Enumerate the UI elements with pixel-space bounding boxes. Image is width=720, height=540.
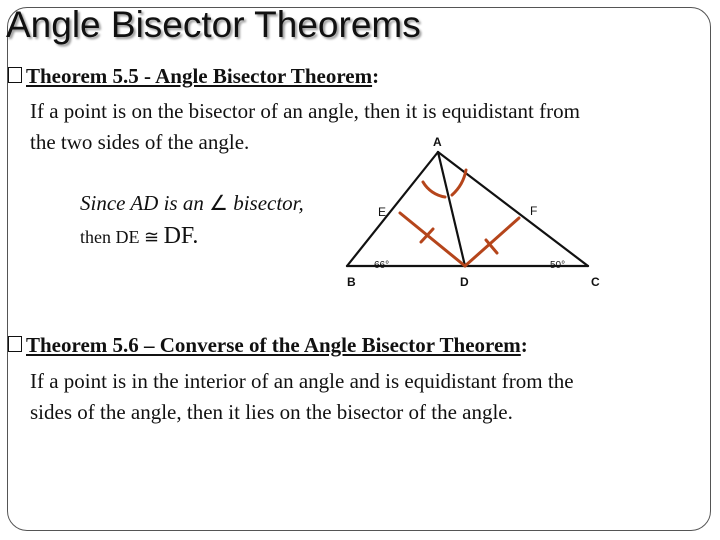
since-suffix: bisector, <box>233 191 304 215</box>
congruent-symbol: ≅ <box>143 227 160 247</box>
label-c: C <box>591 275 600 289</box>
then-prefix: then DE <box>80 227 140 247</box>
theorem-5-5-line-1: If a point is on the bisector of an angle, then it is equidistant from <box>30 99 580 123</box>
theorem-5-6-statement <box>30 366 715 428</box>
angle-arc-dac <box>452 170 466 195</box>
label-e: E <box>378 205 387 219</box>
theorem-5-6-line-2: sides of the angle, then it lies on the bisector of the angle. <box>30 400 513 424</box>
since-prefix: Since AD is an <box>80 191 204 215</box>
theorem-5-6-colon: : <box>520 333 528 357</box>
label-f: F <box>530 204 538 218</box>
label-d: D <box>460 275 469 289</box>
theorem-5-6-line-1: If a point is in the interior of an angle and is equidistant from the <box>30 369 574 393</box>
angle-c-measure: 50° <box>550 260 566 271</box>
theorem-5-5-colon: : <box>372 64 380 88</box>
label-b: B <box>347 275 356 289</box>
angle-arc-bad <box>423 182 445 197</box>
theorem-5-6-name: Theorem 5.6 – Converse of the Angle Bisector Theorem <box>26 333 521 357</box>
bullet-box-icon <box>8 336 22 352</box>
side-ab <box>347 152 438 266</box>
label-a: A <box>433 135 442 149</box>
then-suffix: DF. <box>163 223 199 249</box>
theorem-5-5-name: Theorem 5.5 - Angle Bisector Theorem <box>26 64 373 88</box>
theorem-5-6-heading <box>8 333 528 358</box>
segment-df <box>465 218 519 266</box>
theorem-5-5-line-2: the two sides of the angle. <box>30 130 250 154</box>
angle-symbol: ∠ <box>209 191 228 215</box>
slide-title: Angle Bisector Theorems <box>6 4 421 45</box>
angle-b-measure: 66° <box>374 260 390 271</box>
